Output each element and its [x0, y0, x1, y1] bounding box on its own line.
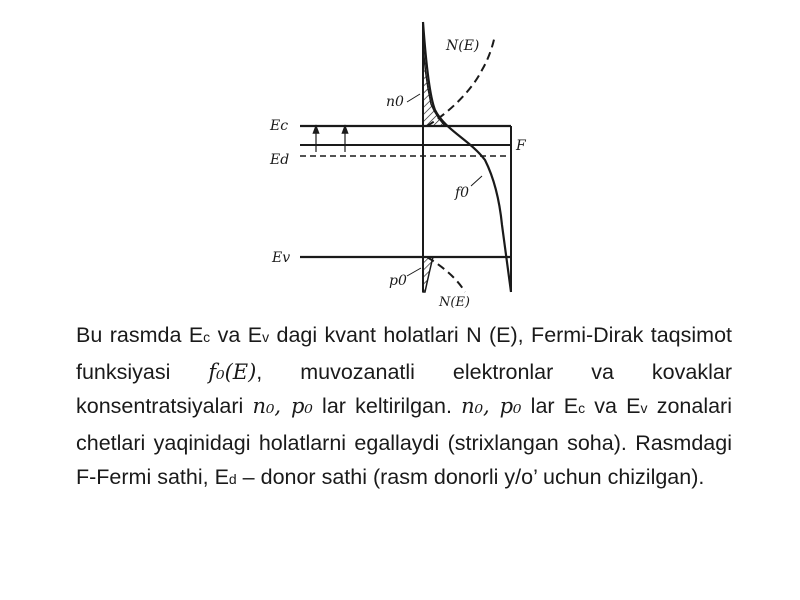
caption-text: zonalari chetlari yaqinidagi holatlarni egallaydi (strixlangan soha). Rasmdagi F-Fermi sathi, E — [76, 394, 732, 489]
label-p0: p0 — [389, 273, 407, 289]
caption-math-n0p0: n₀, p₀ — [461, 394, 522, 418]
label-ec: Ec — [270, 118, 289, 134]
caption-text: , muvozanatli elektronlar va kovaklar konsentratsiyalari — [76, 359, 732, 418]
caption-text: dagi kvant holatlari N (E), Fermi-Dirak taqsimot funksiyasi — [76, 323, 732, 384]
n0-leader-line — [407, 94, 420, 102]
label-ev: Ev — [272, 250, 291, 266]
p0-leader-line — [407, 268, 421, 276]
caption-text: – donor sathi (rasm donorli y/o’ uchun chizilgan). — [236, 465, 705, 489]
caption-text: lar keltirilgan. — [312, 394, 462, 418]
label-n0: n0 — [386, 94, 404, 110]
label-ne-bottom: N(E) — [439, 295, 471, 310]
label-ed: Ed — [270, 152, 290, 168]
caption-sub-v: v — [262, 329, 270, 345]
f0-leader-line — [471, 176, 482, 186]
caption-text: va E — [210, 323, 263, 347]
caption-math-n0p0: n₀, p₀ — [252, 394, 313, 418]
label-ne-top: N(E) — [446, 38, 480, 54]
label-f0: f0 — [455, 185, 470, 201]
caption-sub-d: d — [228, 471, 237, 487]
caption-sub-c: c — [203, 329, 211, 345]
caption-paragraph — [76, 318, 732, 497]
caption-sub-c: c — [578, 400, 586, 416]
label-fermi: F — [516, 138, 526, 154]
caption-text: va E — [585, 394, 641, 418]
caption-math-f0: f₀(E) — [208, 359, 257, 384]
caption-sub-v: v — [640, 400, 648, 416]
ne-valence-curve — [427, 257, 465, 292]
caption-text: Bu rasmda E — [76, 323, 204, 347]
f0-curve — [423, 22, 511, 292]
caption-text: lar E — [521, 394, 579, 418]
p0-hatched-region — [423, 257, 433, 292]
